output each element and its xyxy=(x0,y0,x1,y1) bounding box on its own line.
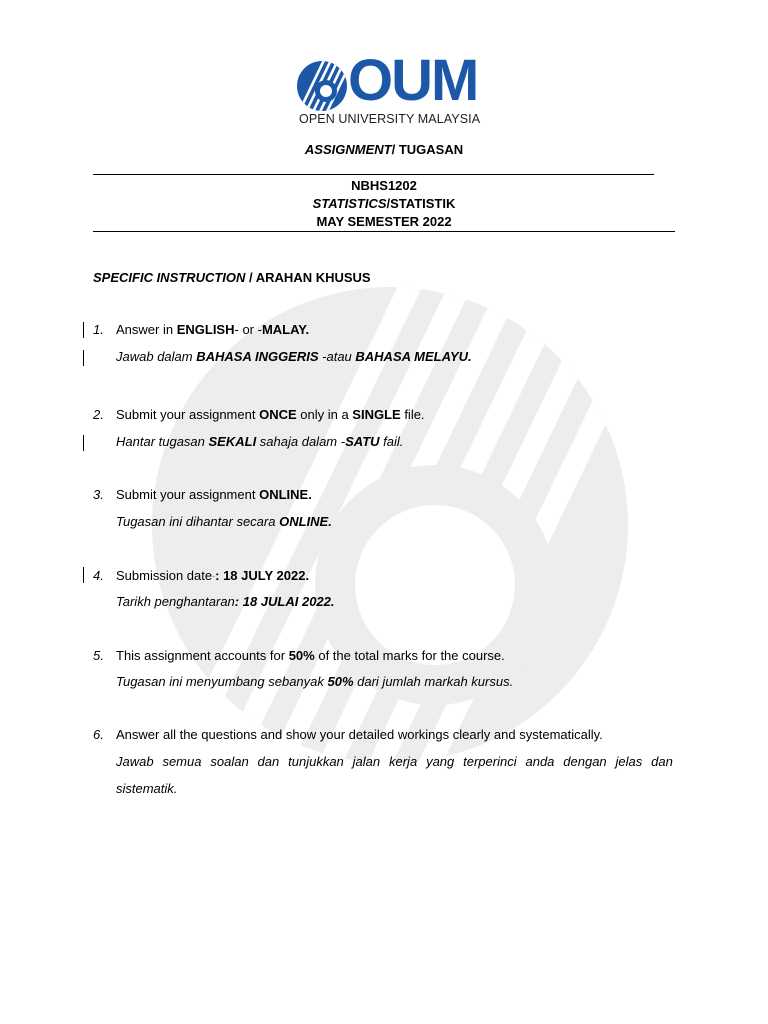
item-text-my-line2: sistematik. xyxy=(116,781,178,796)
item-number: 2. xyxy=(93,407,104,422)
edit-marker xyxy=(83,435,84,451)
semester: MAY SEMESTER 2022 xyxy=(316,214,452,229)
course-sep: / xyxy=(386,196,391,211)
title-my: TUGASAN xyxy=(398,142,464,157)
bottom-divider xyxy=(93,231,675,232)
edit-marker xyxy=(83,322,84,338)
logo-subtitle: OPEN UNIVERSITY MALAYSIA xyxy=(299,112,481,126)
edit-marker xyxy=(83,567,84,583)
item-number: 5. xyxy=(93,648,104,663)
item-text-my: Tarikh penghantaran: 18 JULAI 2022. xyxy=(116,594,335,609)
heading-sep: / xyxy=(245,270,256,285)
item-text-my-line1: Jawab semua soalan dan tunjukkan jalan kerja yang terperinci anda dengan jelas dan xyxy=(116,754,673,769)
top-divider xyxy=(93,174,654,175)
item-text-my: Jawab dalam BAHASA INGGERIS -atau BAHASA MELAYU. xyxy=(116,349,472,364)
assignment-title xyxy=(0,142,768,157)
oum-emblem-icon xyxy=(296,60,348,112)
item-text-my: Tugasan ini dihantar secara ONLINE. xyxy=(116,514,332,529)
heading-en: SPECIFIC INSTRUCTION xyxy=(93,270,246,285)
edit-marker xyxy=(83,350,84,366)
item-number: 1. xyxy=(93,322,104,337)
course-en: STATISTICS xyxy=(312,196,387,211)
item-text-my: Tugasan ini menyumbang sebanyak 50% dari jumlah markah kursus. xyxy=(116,674,514,689)
item-text-en: This assignment accounts for 50% of the total marks for the course. xyxy=(116,648,505,663)
item-number: 3. xyxy=(93,487,104,502)
course-code: NBHS1202 xyxy=(351,178,417,193)
logo-wordmark: OUM xyxy=(348,48,478,113)
item-number: 4. xyxy=(93,568,104,583)
item-text-my: Hantar tugasan SEKALI sahaja dalam -SATU fail. xyxy=(116,434,404,449)
heading-my: ARAHAN KHUSUS xyxy=(255,270,371,285)
item-text-en: Answer in ENGLISH- or -MALAY. xyxy=(116,322,310,337)
oum-logo xyxy=(296,48,481,130)
item-text-en: Submit your assignment ONLINE. xyxy=(116,487,312,502)
item-text-en: Answer all the questions and show your detailed workings clearly and systematically. xyxy=(116,727,603,742)
item-text-en: Submission date-: 18 JULY 2022. xyxy=(116,568,310,583)
title-en: ASSIGNMENT xyxy=(304,142,392,157)
course-my: STATISTIK xyxy=(390,196,456,211)
title-sep: / xyxy=(391,142,399,157)
item-text-en: Submit your assignment ONCE only in a SINGLE file. xyxy=(116,407,425,422)
instruction-heading xyxy=(93,270,371,285)
item-number: 6. xyxy=(93,727,104,742)
course-name xyxy=(0,196,768,211)
